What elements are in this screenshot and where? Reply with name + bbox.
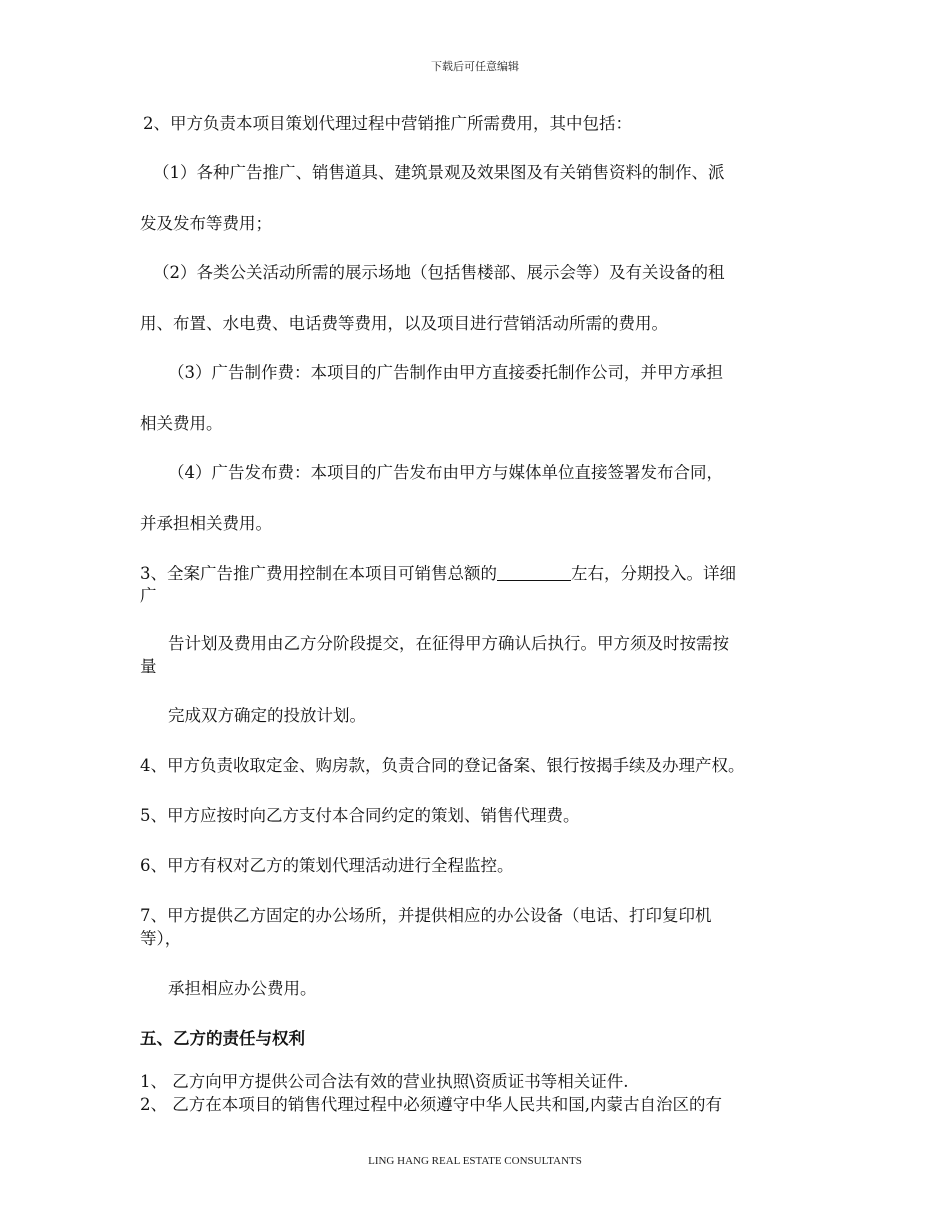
paragraph-line: 5、甲方应按时向乙方支付本合同约定的策划、销售代理费。	[140, 806, 580, 825]
section-heading: 五、乙方的责任与权利	[140, 1029, 305, 1048]
paragraph-line: 2、 乙方在本项目的销售代理过程中必须遵守中华人民共和国,内蒙古自治区的有	[140, 1095, 722, 1114]
clause-3-text-cont: 左右，分期投入。详细	[571, 564, 736, 583]
paragraph-line: 并承担相关费用。	[140, 514, 272, 533]
paragraph-line: （4）广告发布费：本项目的广告发布由甲方与媒体单位直接签署发布合同，	[168, 463, 723, 482]
paragraph-line: 7、甲方提供乙方固定的办公场所，并提供相应的办公设备（电话、打印复印机	[140, 906, 712, 925]
paragraph-line: 相关费用。	[140, 414, 223, 433]
paragraph-line: 告计划及费用由乙方分阶段提交，在征得甲方确认后执行。甲方须及时按需按	[168, 634, 729, 653]
paragraph-line: 用、布置、水电费、电话费等费用，以及项目进行营销活动所需的费用。	[140, 314, 668, 333]
paragraph-line	[140, 563, 736, 585]
paragraph-line: （3）广告制作费：本项目的广告制作由甲方直接委托制作公司，并甲方承担	[168, 363, 723, 382]
clause-3-text: 3、全案广告推广费用控制在本项目可销售总额的	[140, 564, 497, 583]
fill-in-blank[interactable]	[497, 564, 571, 581]
paragraph-line: 量	[140, 657, 157, 676]
paragraph-line: 6、甲方有权对乙方的策划代理活动进行全程监控。	[140, 856, 514, 875]
paragraph-line: （1）各种广告推广、销售道具、建筑景观及效果图及有关销售资料的制作、派	[153, 163, 725, 182]
paragraph-line: 等），	[140, 929, 182, 948]
paragraph-line: （2）各类公关活动所需的展示场地（包括售楼部、展示会等）及有关设备的租	[153, 263, 725, 282]
paragraph-line: 2、甲方负责本项目策划代理过程中营销推广所需费用，其中包括：	[143, 114, 632, 133]
paragraph-line: 1、 乙方向甲方提供公司合法有效的营业执照\资质证书等相关证件.	[140, 1072, 629, 1091]
paragraph-line: 发及发布等费用；	[140, 214, 272, 233]
paragraph-line: 承担相应办公费用。	[168, 979, 317, 998]
page-footer: LING HANG REAL ESTATE CONSULTANTS	[368, 1155, 582, 1167]
paragraph-line: 广	[140, 586, 157, 605]
page-header: 下载后可任意编辑	[431, 60, 519, 73]
paragraph-line: 完成双方确定的投放计划。	[168, 706, 366, 725]
paragraph-line: 4、甲方负责收取定金、购房款，负责合同的登记备案、银行按揭手续及办理产权。	[140, 756, 745, 775]
